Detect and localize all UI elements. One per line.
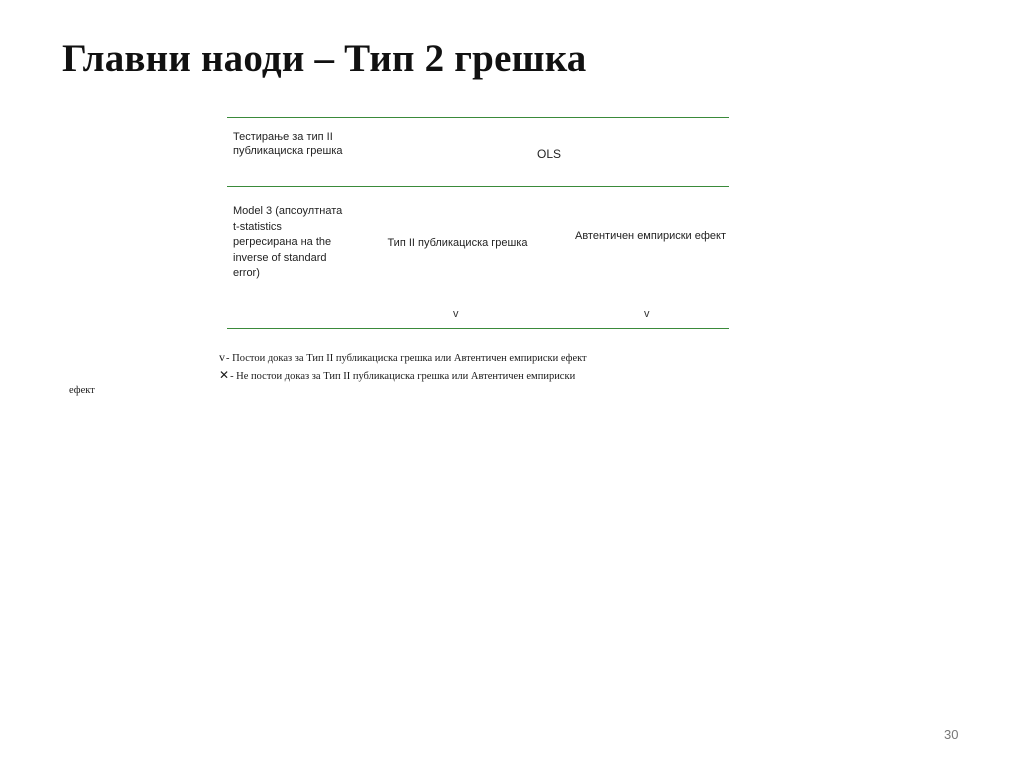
legend-no-text-continuation: ефект [69,385,95,396]
col3-check-mark: v [644,308,650,320]
table-bottom-rule [227,328,729,329]
page-number: 30 [944,727,959,742]
row-label-cell: Model 3 (апсоултната t-statistics регресирана на the inverse of standard error) [233,205,343,279]
cross-icon: ✕ [219,368,230,382]
col2-header-cell: Тип II публикациска грешка [387,237,528,249]
table-body-row [227,187,729,328]
legend-no-text: - Не постои доказ за Тип II публикациска грешка или Автентичен емпириски [230,371,576,382]
legend-no-line [219,368,575,383]
results-table [227,117,729,329]
table-header-row [227,118,729,186]
legend-yes-text: - Постои доказ за Тип II публикациска грешка или Автентичен емпириски ефект [226,353,587,364]
check-icon: v [219,350,225,364]
legend-yes-line [219,350,587,365]
col2-check-mark: v [453,308,459,320]
header-label-cell: Тестирање за тип II публикациска грешка [233,131,343,157]
slide-title: Главни наоди – Тип 2 грешка [62,37,587,80]
col3-header-cell: Автентичен емпириски ефект [574,230,727,242]
header-method-cell: OLS [537,147,562,161]
